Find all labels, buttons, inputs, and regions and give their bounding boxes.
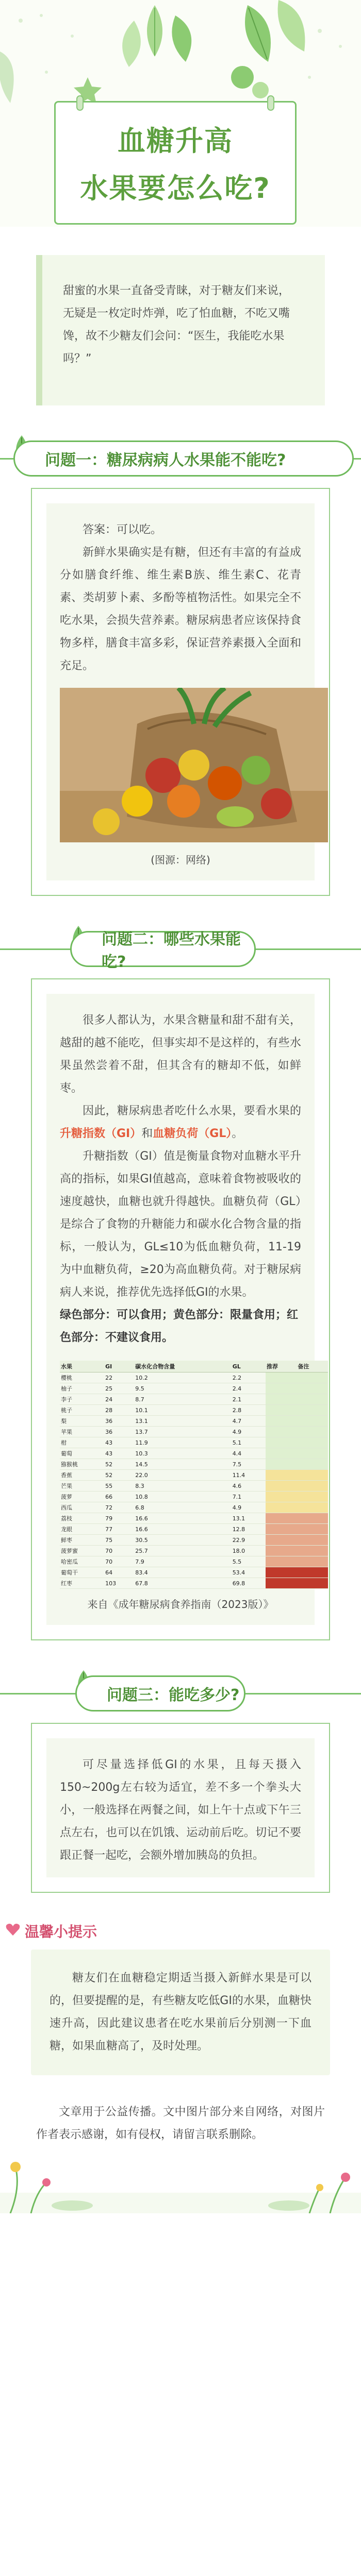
question-1-inner xyxy=(46,503,315,880)
color-legend-text: 绿色部分：可以食用；黄色部分：限量食用；红色部分：不建议食用。 xyxy=(60,1309,299,1344)
table-row xyxy=(60,1524,328,1535)
table-cell xyxy=(297,1405,328,1416)
table-cell: 43 xyxy=(104,1437,134,1448)
table-cell: 4.4 xyxy=(232,1448,266,1459)
table-cell: 龙眼 xyxy=(60,1524,104,1535)
table-cell xyxy=(266,1513,297,1524)
table-cell: 10.2 xyxy=(134,1372,231,1383)
table-cell: 4.9 xyxy=(232,1427,266,1437)
question-3-content xyxy=(31,1723,330,1893)
table-cell: 52 xyxy=(104,1470,134,1481)
header-banner xyxy=(0,0,361,227)
table-cell: 8.7 xyxy=(134,1394,231,1405)
pin-icon xyxy=(267,95,274,111)
table-cell: 22 xyxy=(104,1372,134,1383)
table-cell: 7.9 xyxy=(134,1556,231,1567)
table-cell xyxy=(266,1470,297,1481)
table-cell: 83.4 xyxy=(134,1567,231,1578)
table-cell: 2.1 xyxy=(232,1394,266,1405)
pin-icon xyxy=(76,95,84,111)
table-cell: 红枣 xyxy=(60,1578,104,1589)
table-cell: 13.1 xyxy=(134,1416,231,1427)
table-row xyxy=(60,1372,328,1383)
table-cell xyxy=(266,1578,297,1589)
table-row xyxy=(60,1567,328,1578)
table-cell: 6.8 xyxy=(134,1502,231,1513)
tips-box xyxy=(31,1950,330,2075)
q1-paragraph: 新鲜水果确实是有糖，但还有丰富的有益成分如膳食纤维、维生素B族、维生素C、花青素、类胡萝卜素、多酚等植物活性。如果完全不吃水果，会损失营养素。糖尿病患者应该保持食物多样，膳食丰富多彩，保证营养素摄入全面和充足。 xyxy=(60,546,301,672)
table-cell: 李子 xyxy=(60,1394,104,1405)
table-cell xyxy=(266,1405,297,1416)
table-cell xyxy=(297,1427,328,1437)
table-cell: 66 xyxy=(104,1492,134,1502)
table-cell: 菠萝 xyxy=(60,1492,104,1502)
table-cell xyxy=(266,1481,297,1492)
table-cell: 67.8 xyxy=(134,1578,231,1589)
table-cell: 8.3 xyxy=(134,1481,231,1492)
table-cell: 64 xyxy=(104,1567,134,1578)
fruit-gi-table xyxy=(60,1361,328,1589)
gi-highlight: 升糖指数（GI） xyxy=(60,1127,142,1140)
table-cell xyxy=(297,1567,328,1578)
table-header-cell: 碳水化合物含量 xyxy=(134,1361,231,1372)
table-cell: 13.7 xyxy=(134,1427,231,1437)
table-cell xyxy=(297,1524,328,1535)
table-cell: 荔枝 xyxy=(60,1513,104,1524)
table-cell: 梨 xyxy=(60,1416,104,1427)
table-row xyxy=(60,1383,328,1394)
table-cell xyxy=(297,1383,328,1394)
table-cell: 2.8 xyxy=(232,1405,266,1416)
question-2-header xyxy=(0,922,361,978)
table-cell: 柚子 xyxy=(60,1383,104,1394)
table-cell xyxy=(266,1394,297,1405)
table-cell xyxy=(297,1372,328,1383)
table-cell: 72 xyxy=(104,1502,134,1513)
intro-box xyxy=(36,255,325,405)
question-2-inner xyxy=(46,994,315,1625)
table-row xyxy=(60,1394,328,1405)
table-cell: 柑 xyxy=(60,1437,104,1448)
table-cell xyxy=(266,1448,297,1459)
tips-header xyxy=(0,1913,361,1950)
table-cell: 5.5 xyxy=(232,1556,266,1567)
table-cell: 桃子 xyxy=(60,1405,104,1416)
question-3-title: 问题三：能吃多少? xyxy=(75,1675,245,1711)
table-cell xyxy=(297,1470,328,1481)
table-row xyxy=(60,1513,328,1524)
table-cell xyxy=(297,1513,328,1524)
table-cell xyxy=(297,1578,328,1589)
intro-text: 甜蜜的水果一直备受青睐，对于糖友们来说，无疑是一枚定时炸弹，吃了怕血糖，不吃又嘴馋，故不少糖友们会问：“医生，我能吃水果吗？” xyxy=(63,284,290,365)
table-cell: 11.9 xyxy=(134,1437,231,1448)
table-row xyxy=(60,1470,328,1481)
table-row xyxy=(60,1546,328,1556)
table-header-cell: 水果 xyxy=(60,1361,104,1372)
table-cell xyxy=(297,1448,328,1459)
table-cell xyxy=(266,1524,297,1535)
table-cell xyxy=(266,1502,297,1513)
table-cell xyxy=(297,1492,328,1502)
image-caption: (图源：网络) xyxy=(151,854,210,866)
table-cell: 5.1 xyxy=(232,1437,266,1448)
table-row xyxy=(60,1437,328,1448)
table-cell: 11.4 xyxy=(232,1470,266,1481)
q3-paragraph: 可尽量选择低GI的水果，且每天摄入150~200g左右较为适宜，差不多一个拳头大小，一般选择在两餐之间，如上午十点或下午三点左右，也可以在饥饿、运动前后吃。切记不要跟正餐一起吃，会额外增加胰岛的负担。 xyxy=(60,1758,301,1862)
table-row xyxy=(60,1459,328,1470)
table-cell: 77 xyxy=(104,1524,134,1535)
table-cell xyxy=(266,1535,297,1546)
q2-paragraph-3: 升糖指数（GI）值是衡量食物对血糖水平升高的指标，如果GI值越高，意味着食物被吸收的速度越快，血糖也就升得越快。血糖负荷（GL）是综合了食物的升糖能力和碳水化合物含量的指标，一般认为，GL≤10为低血糖负荷，11-19为中血糖负荷，≥20为高血糖负荷。对于糖尿病病人来说，推荐优先选择低GI的水果。 xyxy=(60,1150,301,1299)
table-cell: 哈密瓜 xyxy=(60,1556,104,1567)
table-cell: 52 xyxy=(104,1459,134,1470)
table-cell xyxy=(266,1427,297,1437)
table-cell xyxy=(266,1416,297,1427)
table-cell xyxy=(266,1459,297,1470)
table-cell: 70 xyxy=(104,1546,134,1556)
table-cell: 鲜枣 xyxy=(60,1535,104,1546)
table-cell: 13.1 xyxy=(232,1513,266,1524)
table-cell: 4.9 xyxy=(232,1502,266,1513)
table-cell: 22.9 xyxy=(232,1535,266,1546)
table-row xyxy=(60,1492,328,1502)
table-cell: 10.1 xyxy=(134,1405,231,1416)
table-cell: 28 xyxy=(104,1405,134,1416)
table-cell: 55 xyxy=(104,1481,134,1492)
table-cell: 43 xyxy=(104,1448,134,1459)
table-cell: 芒果 xyxy=(60,1481,104,1492)
table-cell: 18.0 xyxy=(232,1546,266,1556)
question-1-header xyxy=(0,431,361,488)
table-cell: 2.4 xyxy=(232,1383,266,1394)
table-cell: 25.7 xyxy=(134,1546,231,1556)
table-cell xyxy=(297,1481,328,1492)
table-cell: 9.5 xyxy=(134,1383,231,1394)
table-header-cell: GL xyxy=(232,1361,266,1372)
table-cell: 30.5 xyxy=(134,1535,231,1546)
table-row xyxy=(60,1427,328,1437)
table-cell: 24 xyxy=(104,1394,134,1405)
q2-paragraph-1: 很多人都认为，水果含糖量和甜不甜有关，越甜的越不能吃，但事实却不是这样的，有些水果虽然尝着不甜，但其含有的糖却不低，如鲜枣。 xyxy=(60,1014,301,1095)
table-cell xyxy=(297,1459,328,1470)
table-header-cell: 推荐 xyxy=(266,1361,297,1372)
table-cell: 10.8 xyxy=(134,1492,231,1502)
table-cell: 10.3 xyxy=(134,1448,231,1459)
table-cell: 16.6 xyxy=(134,1524,231,1535)
table-cell: 葡萄 xyxy=(60,1448,104,1459)
bottom-decoration xyxy=(0,2157,361,2213)
table-row xyxy=(60,1502,328,1513)
table-cell: 75 xyxy=(104,1535,134,1546)
table-cell xyxy=(297,1502,328,1513)
table-row xyxy=(60,1578,328,1589)
table-header-cell: 备注 xyxy=(297,1361,328,1372)
table-cell: 7.1 xyxy=(232,1492,266,1502)
table-cell: 4.7 xyxy=(232,1416,266,1427)
table-cell xyxy=(266,1567,297,1578)
decorative-flowers-icon xyxy=(0,2157,361,2213)
table-cell xyxy=(297,1416,328,1427)
table-cell: 4.6 xyxy=(232,1481,266,1492)
table-cell xyxy=(266,1383,297,1394)
q2-paragraph-2: 因此，糖尿病患者吃什么水果，要看水果的升糖指数（GI）和血糖负荷（GL）。 xyxy=(60,1105,301,1140)
table-caption: 来自《成年糖尿病食养指南（2023版）》 xyxy=(87,1598,274,1611)
question-2-title: 问题二：哪些水果能吃? xyxy=(70,931,256,967)
answer-text: 答案：可以吃。 xyxy=(83,523,162,536)
table-row xyxy=(60,1481,328,1492)
table-header-cell: GI xyxy=(104,1361,134,1372)
page-subtitle: 水果要怎么吃? xyxy=(80,172,271,205)
table-cell: 70 xyxy=(104,1556,134,1567)
table-cell: 22.0 xyxy=(134,1470,231,1481)
table-cell: 苹果 xyxy=(60,1427,104,1437)
question-1-content xyxy=(31,488,330,896)
table-cell xyxy=(266,1546,297,1556)
table-cell xyxy=(297,1556,328,1567)
page-title: 血糖升高 xyxy=(118,125,233,157)
intro-section xyxy=(0,255,361,405)
table-cell: 7.5 xyxy=(232,1459,266,1470)
table-row xyxy=(60,1416,328,1427)
table-cell: 53.4 xyxy=(232,1567,266,1578)
table-cell: 36 xyxy=(104,1416,134,1427)
table-row xyxy=(60,1405,328,1416)
question-3-header xyxy=(0,1666,361,1723)
gl-highlight: 血糖负荷（GL） xyxy=(153,1127,232,1140)
heart-icon xyxy=(5,1922,21,1937)
question-2-content xyxy=(31,978,330,1640)
table-cell xyxy=(297,1535,328,1546)
table-cell: 69.8 xyxy=(232,1578,266,1589)
question-3-inner xyxy=(46,1738,315,1877)
footer-note: 文章用于公益传播。文中图片部分来自网络，对图片作者表示感谢，如有侵权，请留言联系删除。 xyxy=(36,2106,325,2141)
table-cell xyxy=(266,1556,297,1567)
table-cell: 16.6 xyxy=(134,1513,231,1524)
table-cell: 25 xyxy=(104,1383,134,1394)
table-cell: 香蕉 xyxy=(60,1470,104,1481)
table-cell: 2.2 xyxy=(232,1372,266,1383)
table-cell xyxy=(266,1492,297,1502)
table-cell: 猕猴桃 xyxy=(60,1459,104,1470)
table-cell: 西瓜 xyxy=(60,1502,104,1513)
table-cell: 菠萝蜜 xyxy=(60,1546,104,1556)
fruit-basket-image xyxy=(60,688,328,842)
table-cell xyxy=(266,1372,297,1383)
table-row xyxy=(60,1448,328,1459)
table-cell: 樱桃 xyxy=(60,1372,104,1383)
tips-text: 糖友们在血糖稳定期适当摄入新鲜水果是可以的，但要提醒的是，有些糖友吃低GI的水果，血糖快速升高，因此建议患者在吃水果前后分别测一下血糖，如果血糖高了，及时处理。 xyxy=(50,1972,311,2053)
table-cell xyxy=(297,1546,328,1556)
table-cell xyxy=(297,1394,328,1405)
table-cell: 79 xyxy=(104,1513,134,1524)
tips-title: 温馨小提示 xyxy=(25,1923,97,1940)
table-cell xyxy=(297,1437,328,1448)
table-cell xyxy=(266,1437,297,1448)
table-cell: 36 xyxy=(104,1427,134,1437)
table-cell: 12.8 xyxy=(232,1524,266,1535)
table-cell: 14.5 xyxy=(134,1459,231,1470)
question-1-title: 问题一：糖尿病病人水果能不能吃? xyxy=(13,440,354,477)
table-cell: 葡萄干 xyxy=(60,1567,104,1578)
title-card xyxy=(54,101,297,225)
table-cell: 103 xyxy=(104,1578,134,1589)
table-row xyxy=(60,1535,328,1546)
table-row xyxy=(60,1556,328,1567)
